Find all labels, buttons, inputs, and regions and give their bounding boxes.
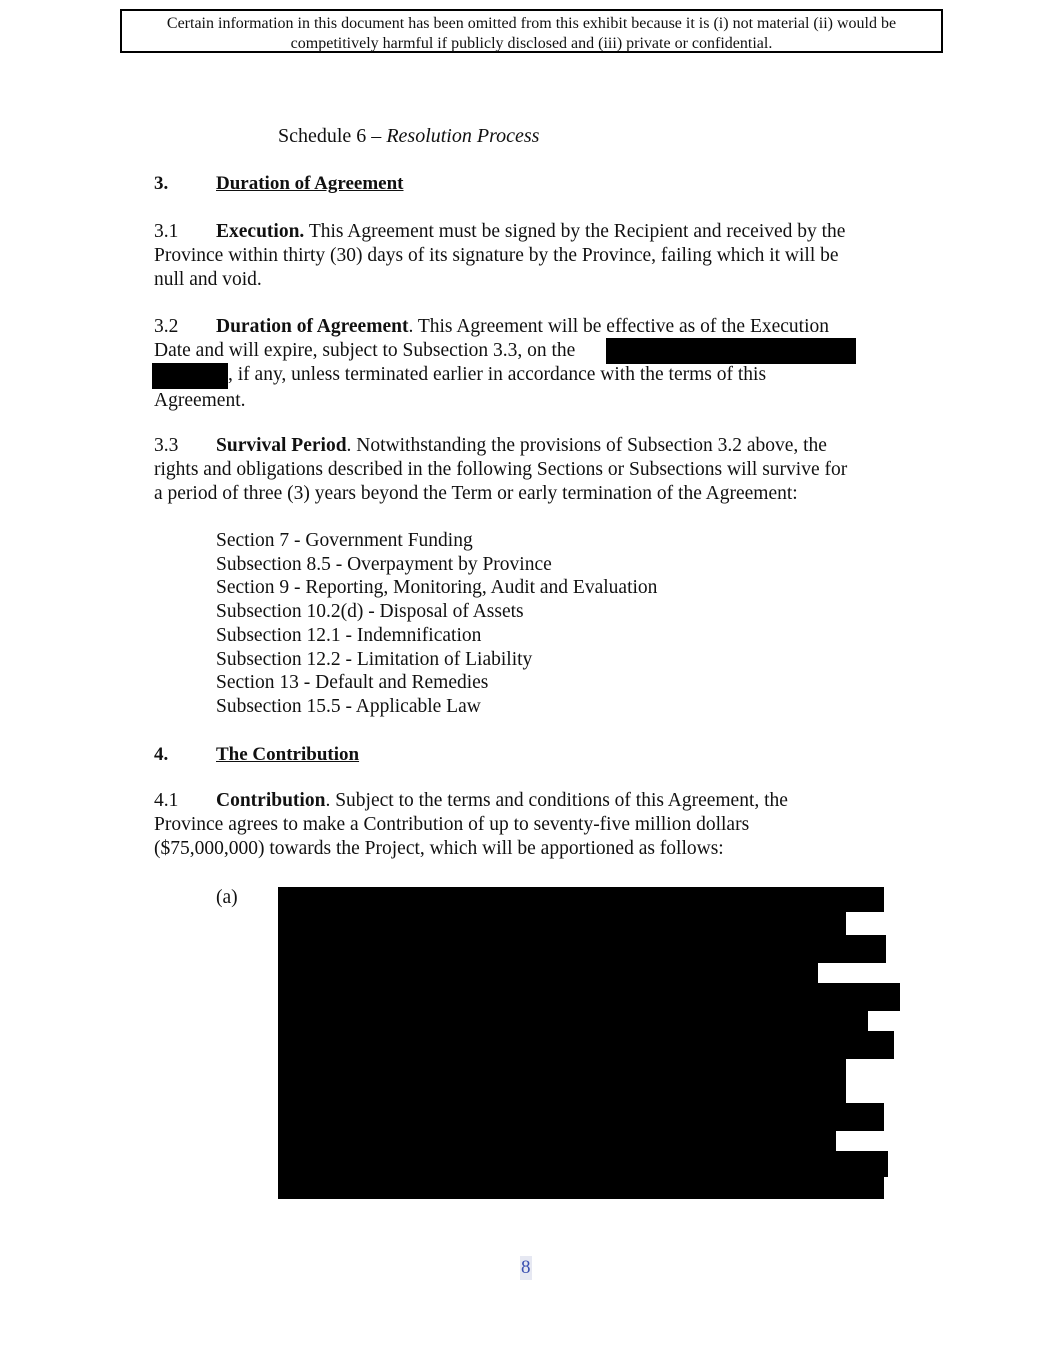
paragraph-3-1-line-3: null and void. xyxy=(154,269,262,290)
redaction-edge-gap xyxy=(868,1011,884,1031)
paragraph-4-1-number: 4.1 xyxy=(154,790,179,811)
paragraph-3-2-line-4: Agreement. xyxy=(154,390,246,411)
paragraph-3-3-bold: Survival Period xyxy=(216,435,347,456)
paragraph-3-1-bold: Execution. xyxy=(216,221,305,242)
paragraph-3-2-text-2: Date and will expire, subject to Subsection 3.3, on the xyxy=(154,340,576,361)
paragraph-3-2-line-3 xyxy=(154,363,896,389)
paragraph-3-1-text-1: This Agreement must be signed by the Recipient and received by the xyxy=(304,221,846,242)
redaction-block xyxy=(836,1151,888,1177)
paragraph-3-2-bold: Duration of Agreement xyxy=(216,316,409,337)
section-4-title: The Contribution xyxy=(216,744,360,765)
item-a-label: (a) xyxy=(216,887,238,908)
paragraph-4-1-bold: Contribution xyxy=(216,790,326,811)
redaction-block xyxy=(868,1031,894,1059)
page-number: 8 xyxy=(521,1257,531,1278)
list-item: Section 13 - Default and Remedies xyxy=(216,672,489,694)
section-4-heading xyxy=(154,743,359,767)
paragraph-3-1-number: 3.1 xyxy=(154,221,179,242)
paragraph-4-1-line-3: ($75,000,000) towards the Project, which will be apportioned as follows: xyxy=(154,838,724,859)
redaction-block xyxy=(606,338,856,364)
section-3-heading xyxy=(154,172,404,196)
list-item: Section 9 - Reporting, Monitoring, Audit and Evaluation xyxy=(216,577,658,599)
schedule-header xyxy=(278,124,539,148)
redaction-block xyxy=(818,983,900,1011)
paragraph-3-3-line-3: a period of three (3) years beyond the Term or early termination of the Agreement: xyxy=(154,483,798,504)
notice-line-1: Certain information in this document has been omitted from this exhibit because it is (i) not material (ii) would be xyxy=(166,15,897,32)
paragraph-4-1 xyxy=(154,789,896,861)
paragraph-3-2-text-1: . This Agreement will be effective as of the Execution xyxy=(408,316,830,337)
paragraph-4-1-line-1 xyxy=(154,789,896,813)
survival-list xyxy=(216,529,657,719)
paragraph-3-2 xyxy=(154,315,896,413)
paragraph-3-2-number: 3.2 xyxy=(154,316,179,337)
redaction-block xyxy=(152,363,228,389)
paragraph-4-1-text-1: . Subject to the terms and conditions of this Agreement, the xyxy=(325,790,788,811)
list-item: Subsection 12.1 - Indemnification xyxy=(216,624,482,646)
paragraph-3-3-line-2: rights and obligations described in the following Sections or Subsections will survive for xyxy=(154,459,848,480)
notice-line-2: competitively harmful if publicly disclosed and (iii) private or confidential. xyxy=(290,35,773,52)
list-item: Subsection 15.5 - Applicable Law xyxy=(216,695,481,717)
redaction-block xyxy=(840,1103,876,1131)
redaction-edge-gap xyxy=(818,963,884,983)
paragraph-3-3 xyxy=(154,434,896,506)
redaction-edge-gap xyxy=(846,1059,884,1103)
paragraph-3-3-line-1 xyxy=(154,434,896,458)
paragraph-3-1-line-1 xyxy=(154,220,896,244)
paragraph-3-3-text-1: . Notwithstanding the provisions of Subsection 3.2 above, the xyxy=(346,435,827,456)
list-item: Subsection 10.2(d) - Disposal of Assets xyxy=(216,601,524,623)
schedule-header-italic: Resolution Process xyxy=(386,125,540,147)
paragraph-3-3-number: 3.3 xyxy=(154,435,179,456)
list-item: Section 7 - Government Funding xyxy=(216,530,473,551)
redaction-block xyxy=(278,887,884,1199)
paragraph-3-2-line-1 xyxy=(154,315,896,339)
redaction-block xyxy=(846,935,886,963)
paragraph-3-1-line-2: Province within thirty (30) days of its signature by the Province, failing which it will be xyxy=(154,245,839,266)
section-3-title: Duration of Agreement xyxy=(216,173,404,194)
paragraph-3-2-text-3: , if any, unless terminated earlier in accordance with the terms of this xyxy=(228,364,767,385)
redaction-edge-gap xyxy=(846,912,884,935)
schedule-header-prefix: Schedule 6 – xyxy=(278,125,387,147)
list-item: Subsection 8.5 - Overpayment by Province xyxy=(216,553,552,575)
section-3-number: 3. xyxy=(154,173,169,194)
list-item: Subsection 12.2 - Limitation of Liability xyxy=(216,648,533,670)
section-4-number: 4. xyxy=(154,744,169,765)
paragraph-3-1 xyxy=(154,220,896,292)
paragraph-4-1-line-2: Province agrees to make a Contribution of up to seventy-five million dollars xyxy=(154,814,750,835)
redaction-edge-gap xyxy=(836,1131,884,1151)
confidentiality-notice xyxy=(120,9,943,53)
